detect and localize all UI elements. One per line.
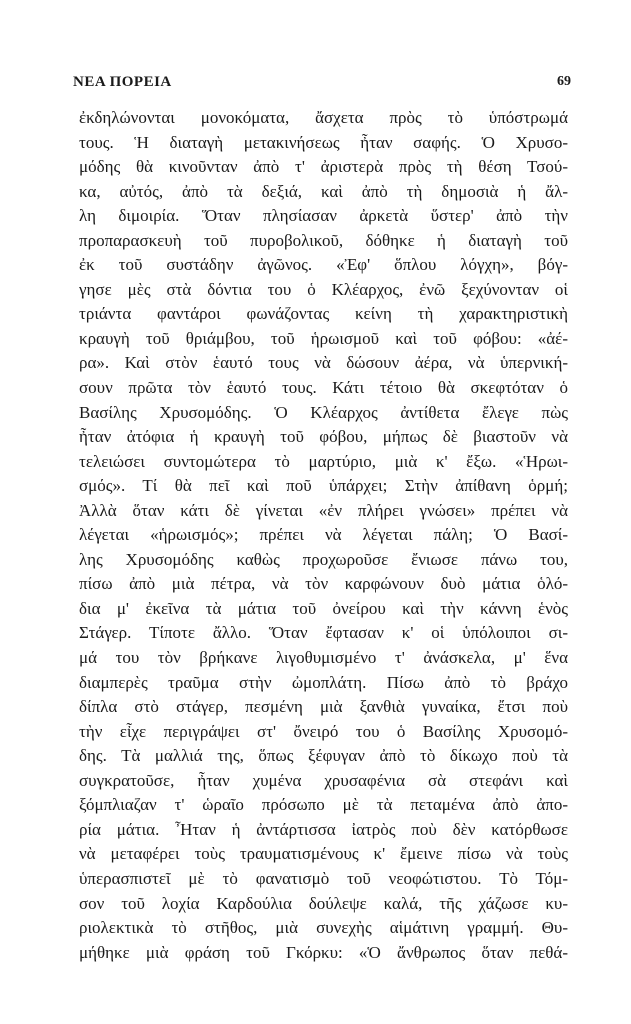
text-line: δης. Τὰ μαλλιά της, ὅπως ξέφυγαν ἀπὸ τὸ δίκωχο ποὺ τὰ [79, 746, 568, 766]
text-line: ξόμπλιαζαν τ' ὡραῖο πρόσωπο μὲ τὰ πεταμένα ἀπὸ ἀπο- [79, 795, 568, 815]
text-line: ρα». Καὶ στὸν ἑαυτό τους νὰ δώσουν ἀέρα, νὰ ὑπερνική- [79, 353, 568, 373]
text-line: λέγεται «ἡρωισμός»; πρέπει νὰ λέγεται πάλη; Ὁ Βασί- [79, 525, 568, 545]
text-line: τους. Ἡ διαταγὴ μετακινήσεως ἦταν σαφής. Ὁ Χρυσο- [79, 132, 568, 152]
text-line: σον τοῦ λοχία Καρδούλια δούλεψε καλά, τῆς χάζωσε κυ- [79, 893, 568, 913]
page-header [73, 74, 571, 94]
text-line: τὴν εἶχε περιγράψει στ' ὄνειρό του ὁ Βασίλης Χρυσομό- [79, 721, 568, 741]
text-line: διαμπερὲς τραῦμα στὴν ὠμοπλάτη. Πίσω ἀπὸ τὸ βράχο [79, 672, 568, 692]
text-line: κραυγὴ τοῦ θριάμβου, τοῦ ἡρωισμοῦ καὶ τοῦ φόβου: «ἀέ- [79, 328, 568, 348]
text-line: κα, αὐτός, ἀπὸ τὰ δεξιά, καὶ ἀπὸ τὴ δημοσιὰ ἡ ἄλ- [79, 181, 568, 201]
text-line: δίπλα στὸ στάγερ, πεσμένη μιὰ ξανθιὰ γυναίκα, ἔτσι ποὺ [79, 697, 568, 717]
text-line: λης Χρυσομόδης καθὼς προχωροῦσε ἔνιωσε πάνω του, [79, 549, 568, 569]
text-line: γησε μὲς στὰ δόντια του ὁ Κλέαρχος, ἐνῶ ξεχύνονταν οἱ [79, 279, 568, 299]
text-line: ὑπερασπιστεῖ μὲ τὸ φανατισμὸ τοῦ νεοφώτιστου. Τὸ Τόμ- [79, 868, 568, 888]
running-title: ΝΕΑ ΠΟΡΕΙΑ [73, 74, 172, 90]
text-line: ἦταν ἀτόφια ἡ κραυγὴ τοῦ φόβου, μήπως δὲ βιαστοῦν νὰ [79, 427, 568, 447]
text-line: σμός». Τί θὰ πεῖ καὶ ποῦ ὑπάρχει; Στὴν ἀπίθανη ὁρμή; [79, 476, 568, 496]
text-line: δια μ' ἐκεῖνα τὰ μάτια τοῦ ὀνείρου καὶ τὴν κάννη ἑνὸς [79, 598, 568, 618]
text-line: Βασίλης Χρυσομόδης. Ὁ Κλέαρχος ἀντίθετα ἔλεγε πὼς [79, 402, 568, 422]
text-line: μόδης θὰ κινοῦνταν ἀπὸ τ' ἀριστερὰ πρὸς τὴ θέση Τσού- [79, 157, 568, 177]
text-line: ἐκ τοῦ συστάδην ἀγῶνος. «Ἐφ' ὅπλου λόγχη», βόγ- [79, 255, 568, 275]
text-line: μήθηκε μιὰ φράση τοῦ Γκόρκυ: «Ὁ ἄνθρωπος ὅταν πεθά- [79, 942, 568, 962]
text-line: Στάγερ. Τίποτε ἄλλο. Ὅταν ἔφτασαν κ' οἱ ὑπόλοιποι σι- [79, 623, 568, 643]
body-text [79, 106, 568, 965]
text-line: τελειώσει συντομώτερα τὸ μαρτύριο, μιὰ κ' ἔξω. «Ἡρωι- [79, 451, 568, 471]
text-line: σουν πρῶτα τὸν ἑαυτό τους. Κάτι τέτοιο θὰ σκεφτόταν ὁ [79, 378, 568, 398]
text-line: ριολεκτικὰ τὸ στῆθος, μιὰ συνεχὴς αἱμάτινη γραμμή. Θυ- [79, 918, 568, 938]
text-line: προπαρασκευὴ τοῦ πυροβολικοῦ, δόθηκε ἡ διαταγὴ τοῦ [79, 230, 568, 250]
text-line: Ἀλλὰ ὅταν κάτι δὲ γίνεται «ἐν πλήρει γνώσει» πρέπει νὰ [79, 500, 568, 520]
text-line: ἐκδηλώνονται μονοκόματα, ἄσχετα πρὸς τὸ ὑπόστρωμά [79, 108, 568, 127]
text-line: συγκρατοῦσε, ἦταν χυμένα χρυσαφένια σὰ στεφάνι καὶ [79, 770, 568, 790]
text-line: πίσω ἀπὸ μιὰ πέτρα, νὰ τὸν καρφώνουν δυὸ μάτια ὁλό- [79, 574, 568, 594]
text-line: τριάντα φαντάροι φωνάζοντας κείνη τὴ χαρακτηριστικὴ [79, 304, 568, 324]
text-line: ρία μάτια. Ἦταν ἡ ἀντάρτισσα ἰατρὸς ποὺ δὲν κατόρθωσε [79, 819, 568, 839]
text-line: λη διμοιρία. Ὅταν πλησίασαν ἀρκετὰ ὕστερ' ἀπὸ τὴν [79, 206, 568, 226]
page-number: 69 [557, 74, 571, 89]
text-line: μά του τὸν βρήκανε λιγοθυμισμένο τ' ἀνάσκελα, μ' ἕνα [79, 648, 568, 668]
text-line: νὰ μεταφέρει τοὺς τραυματισμένους κ' ἔμεινε πίσω νὰ τοὺς [79, 844, 568, 864]
